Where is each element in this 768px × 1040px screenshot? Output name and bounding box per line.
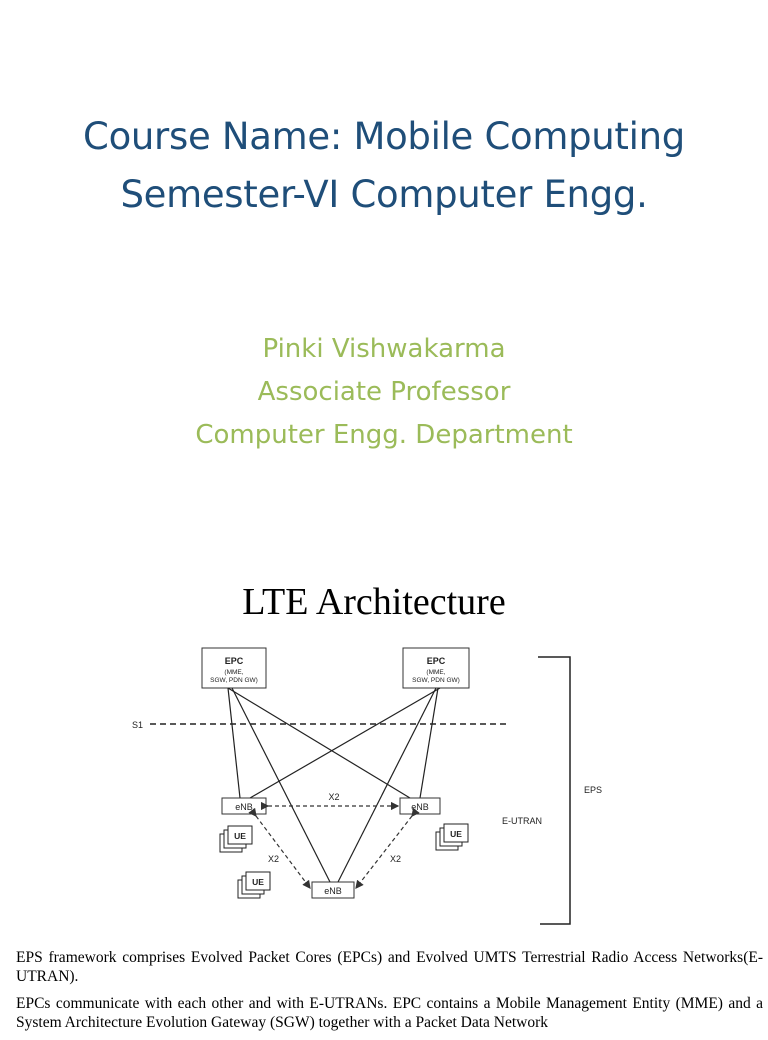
course-name-title: Course Name: Mobile Computing <box>83 115 685 158</box>
section-heading: LTE Architecture <box>242 581 506 623</box>
epc-right-box <box>403 648 469 688</box>
author-title: Associate Professor <box>257 377 511 407</box>
x2-left-label: X2 <box>268 854 280 864</box>
svg-text:(MME,: (MME, <box>224 669 244 676</box>
s1-connection-lines <box>228 688 440 882</box>
ue-stack-bottom <box>238 872 270 898</box>
svg-text:SGW, PDN GW): SGW, PDN GW) <box>210 677 258 684</box>
body-text <box>16 948 763 1040</box>
eps-bracket <box>538 657 570 924</box>
paragraph-epc-communication: EPCs communicate with each other and with E-UTRANs. EPC contains a Mobile Management Entity (MME) and a System Architecture Evolution Gateway (SGW) together with a Packet Data Network <box>16 995 763 1031</box>
svg-text:eNB: eNB <box>411 802 429 812</box>
enb-right-box <box>400 798 440 814</box>
semester-title: Semester-VI Computer Engg. <box>120 173 648 216</box>
enb-left-box <box>222 798 266 814</box>
ue-stack-right <box>436 824 468 850</box>
svg-text:SGW, PDN GW): SGW, PDN GW) <box>412 677 460 684</box>
x2-links <box>256 806 412 888</box>
author-name: Pinki Vishwakarma <box>262 334 506 364</box>
x2-top-label: X2 <box>328 792 340 802</box>
svg-text:UE: UE <box>252 877 264 887</box>
svg-text:EPC: EPC <box>224 656 244 666</box>
author-block <box>0 328 768 457</box>
svg-text:eNB: eNB <box>235 802 253 812</box>
svg-text:UE: UE <box>234 831 246 841</box>
s1-label: S1 <box>132 720 144 730</box>
svg-text:EPC: EPC <box>426 656 446 666</box>
lte-architecture-diagram <box>120 640 630 930</box>
course-title-block <box>0 108 768 224</box>
epc-left-box <box>202 648 266 688</box>
eps-label: EPS <box>584 785 603 795</box>
enb-bottom-box <box>312 882 354 898</box>
svg-text:UE: UE <box>450 829 462 839</box>
paragraph-eps-framework: EPS framework comprises Evolved Packet Cores (EPCs) and Evolved UMTS Terrestrial Radio Access Networks(E-UTRAN). <box>16 949 763 985</box>
svg-text:eNB: eNB <box>324 886 342 896</box>
author-department: Computer Engg. Department <box>195 420 573 450</box>
ue-stack-left <box>220 826 252 852</box>
x2-right-label: X2 <box>390 854 402 864</box>
svg-text:(MME,: (MME, <box>426 669 446 676</box>
eutran-label: E-UTRAN <box>502 816 542 826</box>
